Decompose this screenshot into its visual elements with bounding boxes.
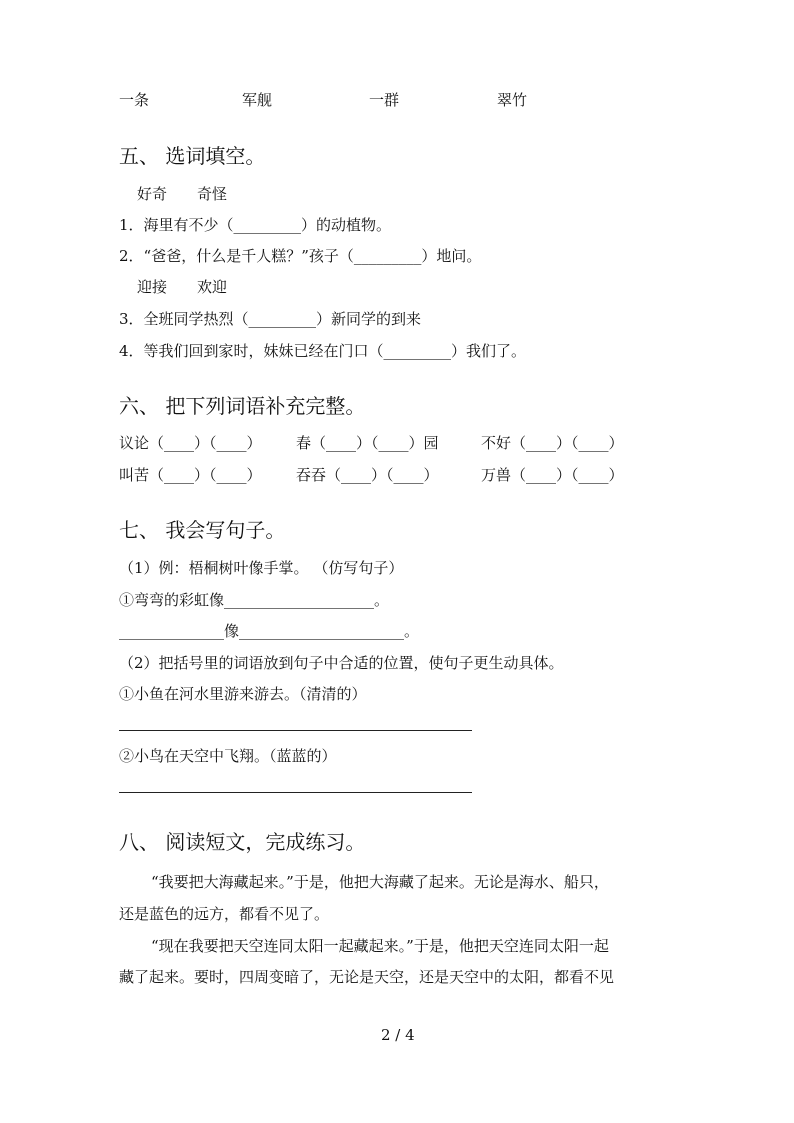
passage-para1-line2: 还是蓝色的远方，都看不见了。 [119,905,330,923]
section7-heading: 七、 我会写句子。 [119,518,286,542]
section6-item-r1c3: 不好（____）（____） [481,434,624,452]
section7-item-2b: ②小鸟在天空中飞翔。（蓝蓝的） [119,747,337,765]
passage-para2-line2: 藏了起来。要时，四周变暗了，无论是天空，还是天空中的太阳，都看不见 [119,968,615,986]
section6-item-r1c2: 春（____）（____）园 [296,434,439,452]
section7-prompt-2: （2）把括号里的词语放到句子中合适的位置，使句子更生动具体。 [119,654,564,672]
section5-question-4: 4．等我们回到家时，妹妹已经在门口（_________）我们了。 [119,342,527,360]
section6-item-r2c3: 万兽（____）（____） [481,466,624,484]
section5-question-1: 1．海里有不少（_________）的动植物。 [119,216,392,234]
section7-prompt-1: （1）例：梧桐树叶像手掌。 （仿写句子） [119,559,404,577]
section5-question-3: 3．全班同学热烈（_________）新同学的到来 [119,310,422,328]
section6-item-r2c1: 叫苦（____）（____） [119,466,262,484]
passage-para1-line1: “我要把大海藏起来。”于是，他把大海藏了起来。无论是海水、船只， [151,873,609,891]
page-number: 2 / 4 [381,1026,415,1044]
word-yitiao: 一条 [119,91,150,109]
word-yiqun: 一群 [369,91,400,109]
section5-heading: 五、 选词填空。 [119,144,266,168]
section6-item-r1c1: 议论（____）（____） [119,434,262,452]
passage-para2-line1: “现在我要把天空连同太阳一起藏起来。”于是，他把天空连同太阳一起 [151,937,609,955]
word-cuizhu: 翠竹 [497,91,528,109]
answer-line-2a [119,730,472,731]
section8-heading: 八、 阅读短文，完成练习。 [119,830,366,854]
section5-question-2: 2．“爸爸，什么是千人糕？”孩子（_________）地问。 [119,247,482,265]
word-junjian: 军舰 [242,91,273,109]
section5-word-group-2: 迎接 欢迎 [137,278,228,296]
section7-item-1a: ①弯弯的彩虹像____________________。 [119,591,390,609]
section6-item-r2c2: 吞吞（____）（____） [296,466,439,484]
section7-item-1b: ______________像______________________。 [119,622,420,640]
answer-line-2b [119,792,472,793]
section6-heading: 六、 把下列词语补充完整。 [119,394,366,418]
section5-word-group-1: 好奇 奇怪 [137,185,228,203]
section7-item-2a: ①小鱼在河水里游来游去。（清清的） [119,685,367,703]
